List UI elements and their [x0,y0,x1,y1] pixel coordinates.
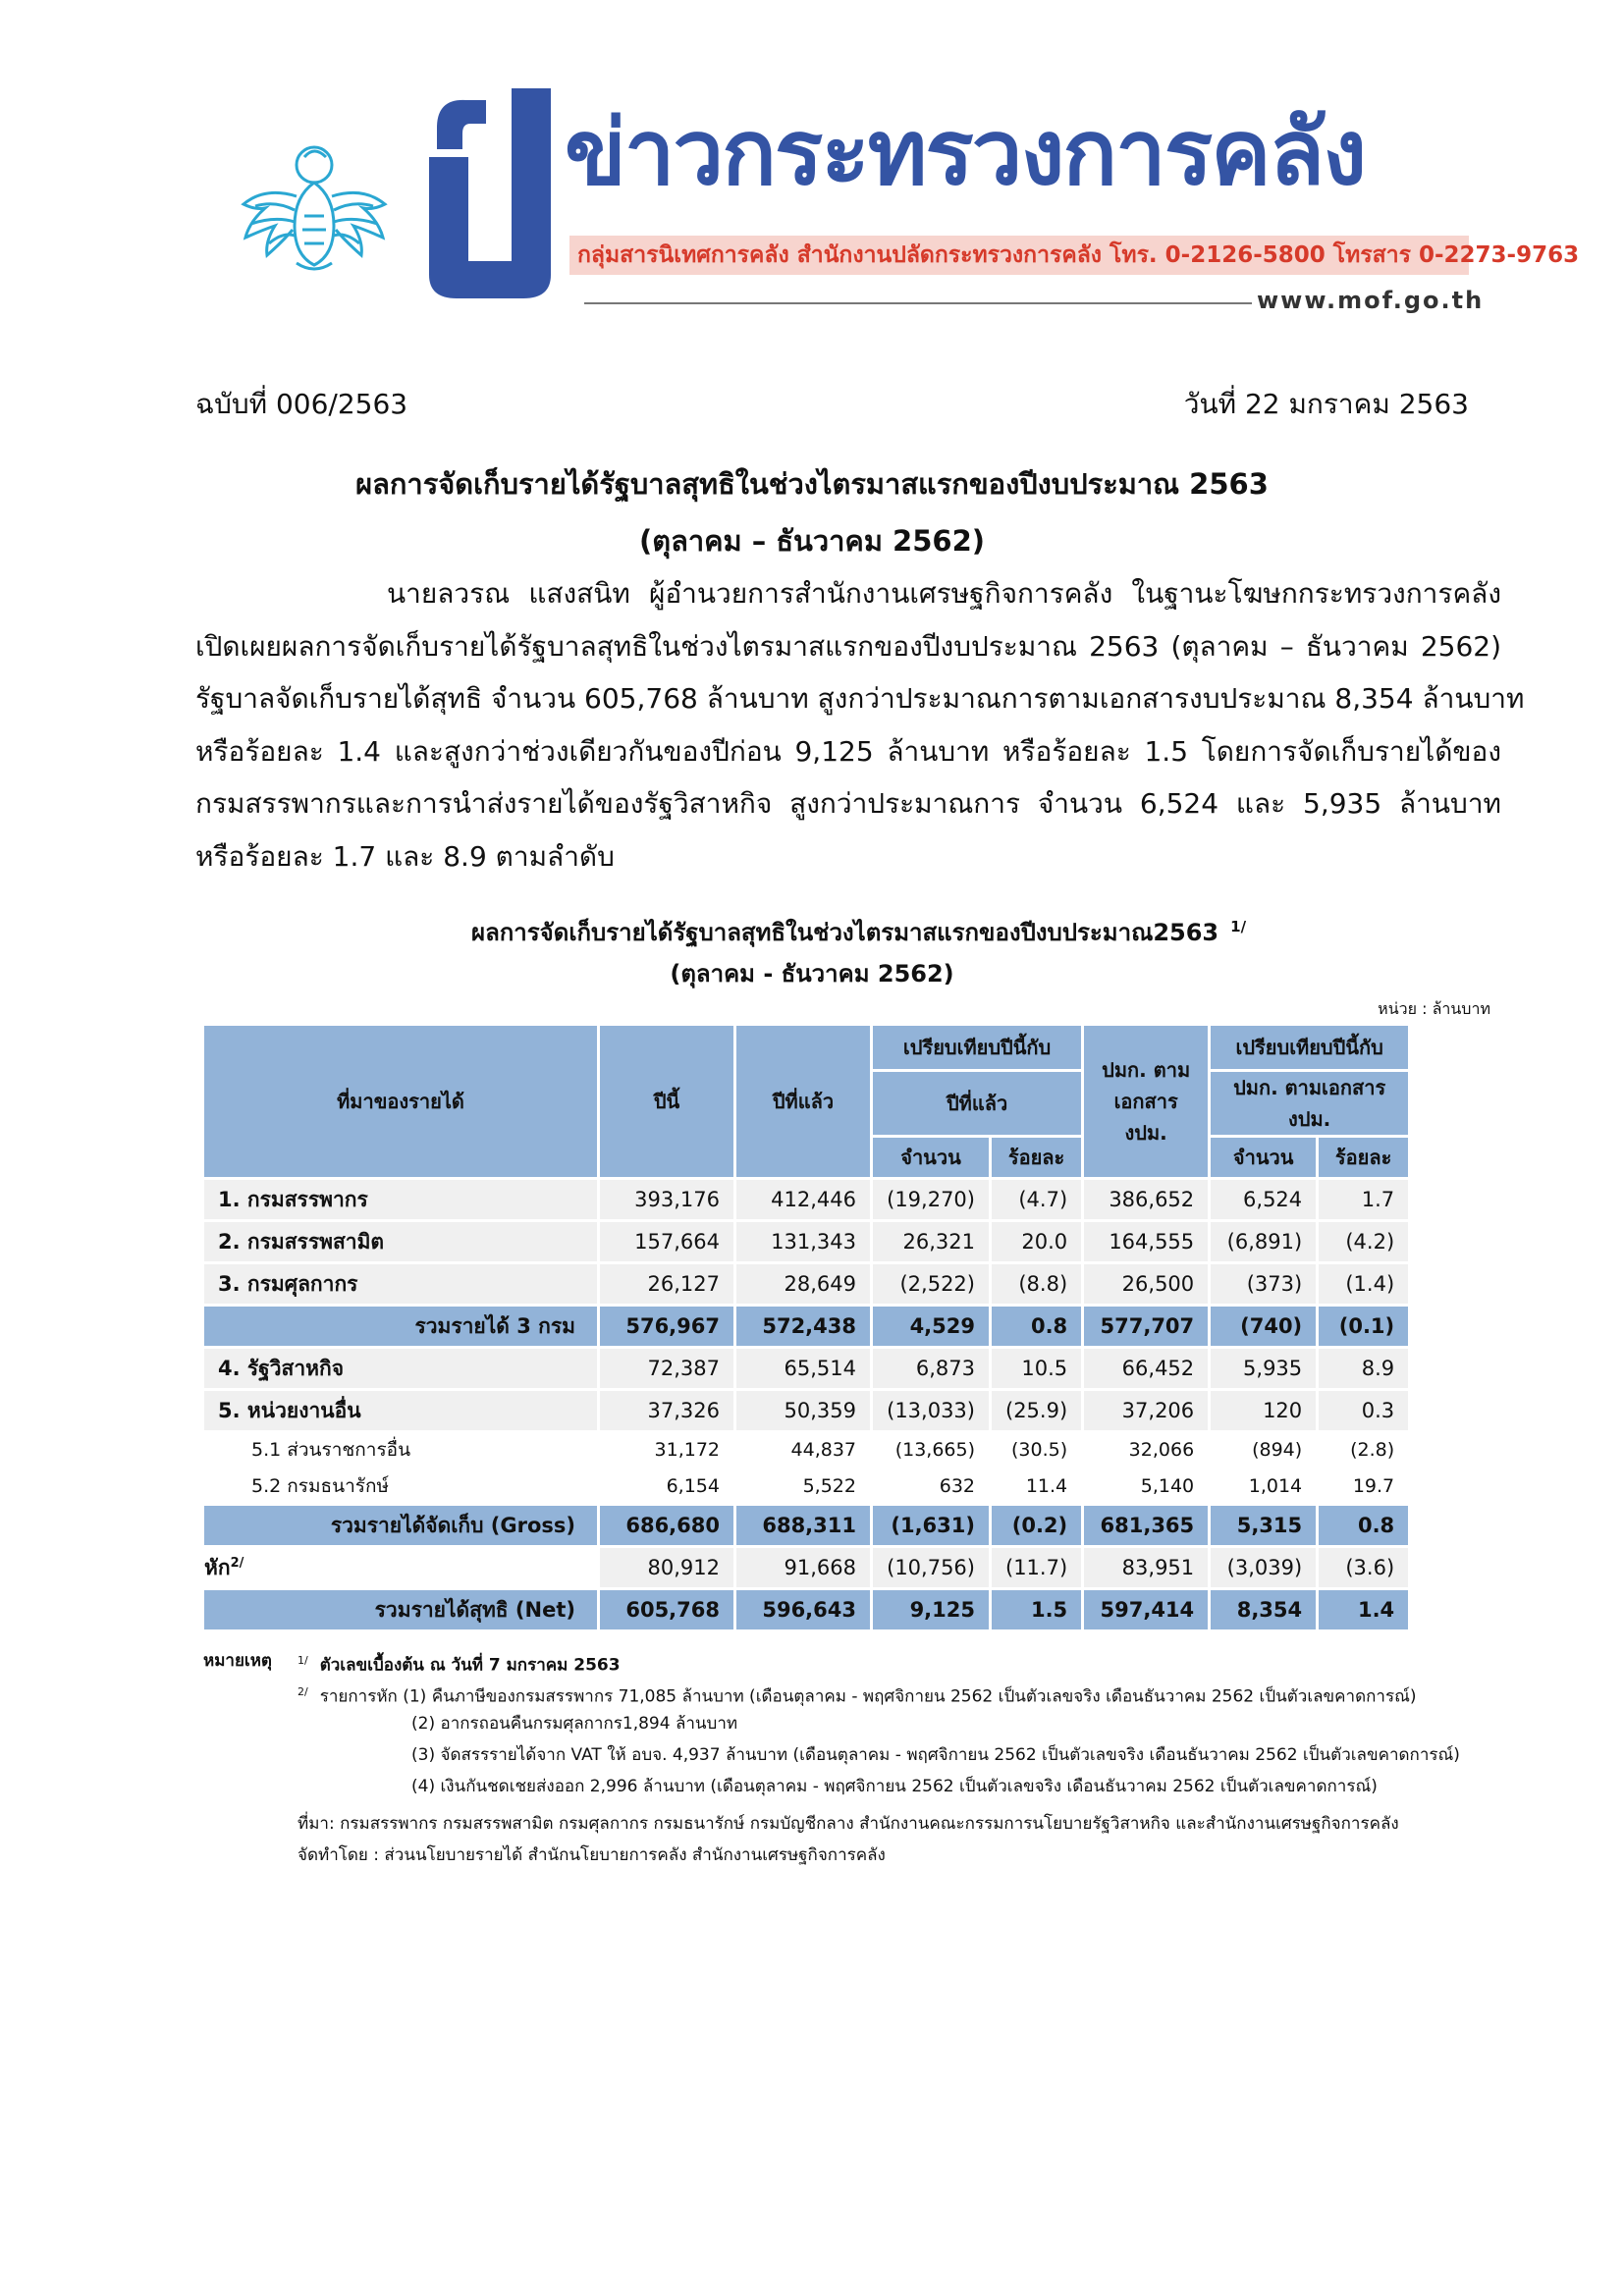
row-label: รวมรายได้จัดเก็บ (Gross) [204,1506,597,1545]
table-title [471,913,1246,951]
source-note: ที่มา: กรมสรรพากร กรมสรรพสามิต กรมศุลกากร กรมธนารักษ์ กรมบัญชีกลาง สำนักงานคณะกรรมการนโยบายรัฐวิสาหกิจ และสำนักงานเศรษฐกิจการคลัง [298,1814,1399,1834]
table-title-footnote: 1/ [1230,918,1247,935]
cell-est-diff-amount: 5,315 [1211,1506,1316,1545]
note-1-text: ตัวเลขเบื้องต้น ณ วันที่ 7 มกราคม 2563 [319,1655,621,1676]
header-compare-last-year-line2: ปีที่แล้ว [873,1072,1081,1135]
cell-last-year: 28,649 [736,1264,870,1304]
doc-title: ผลการจัดเก็บรายได้รัฐบาลสุทธิในช่วงไตรมาสแรกของปีงบประมาณ 2563 [355,467,1269,501]
body-paragraph [195,567,1525,882]
header-amount: จำนวน [1211,1138,1316,1177]
header-estimate-line2: เอกสาร งปม. [1113,1090,1178,1145]
masthead-title: ข่าวกระทรวงการคลัง [565,100,1366,205]
cell-est-diff-percent: (1.4) [1319,1264,1408,1304]
header-compare-estimate [1211,1026,1408,1069]
cell-est-diff-amount: (6,891) [1211,1222,1316,1261]
row-label: 5. หน่วยงานอื่น [204,1391,597,1430]
table-row [204,1180,1408,1219]
cell-diff-percent: (4.7) [992,1180,1081,1219]
row-label: 3. กรมศุลกากร [204,1264,597,1304]
cell-estimate: 32,066 [1084,1433,1208,1467]
table-deduction-row [204,1548,1408,1587]
cell-diff-amount: 6,873 [873,1349,989,1388]
masthead [236,88,1580,314]
note-2-item-2: (2) อากรถอนคืนกรมศุลกากร1,894 ล้านบาท [411,1714,738,1734]
cell-last-year: 412,446 [736,1180,870,1219]
cell-this-year: 26,127 [600,1264,733,1304]
cell-est-diff-percent: 0.3 [1319,1391,1408,1430]
cell-est-diff-percent: 1.7 [1319,1180,1408,1219]
table-total-row [204,1506,1408,1545]
cell-est-diff-percent: (3.6) [1319,1548,1408,1587]
doc-subtitle: (ตุลาคม – ธันวาคม 2562) [638,524,986,558]
row-label: รวมรายได้สุทธิ (Net) [204,1590,597,1629]
cell-est-diff-amount: 120 [1211,1391,1316,1430]
paragraph-line: หรือร้อยละ 1.7 และ 8.9 ตามลำดับ [195,839,615,873]
cell-estimate: 386,652 [1084,1180,1208,1219]
paragraph-line: กรมสรรพากรและการนำส่งรายได้ของรัฐวิสาหกิจ สูงกว่าประมาณการ จำนวน 6,524 และ 5,935 ล้านบาท [195,787,1501,820]
masthead-big-letter-icon [427,88,553,302]
table-title-text: ผลการจัดเก็บรายได้รัฐบาลสุทธิในช่วงไตรมาสแรกของปีงบประมาณ2563 [471,919,1219,946]
header-last-year: ปีที่แล้ว [736,1026,870,1177]
cell-last-year: 5,522 [736,1469,870,1503]
cell-last-year: 44,837 [736,1433,870,1467]
masthead-url: www.mof.go.th [1257,287,1485,314]
prepared-by-note: จัดทำโดย : ส่วนนโยบายรายได้ สำนักนโยบายการคลัง สำนักงานเศรษฐกิจการคลัง [298,1845,886,1865]
cell-estimate: 5,140 [1084,1469,1208,1503]
header-compare-last-year-line1: เปรียบเทียบปีนี้กับ [902,1036,1052,1059]
cell-this-year: 576,967 [600,1307,733,1346]
header-percent: ร้อยละ [992,1138,1081,1177]
table-subrow [204,1469,1408,1503]
cell-this-year: 31,172 [600,1433,733,1467]
table-total-row [204,1307,1408,1346]
cell-this-year: 72,387 [600,1349,733,1388]
cell-diff-percent: (11.7) [992,1548,1081,1587]
cell-diff-amount: (10,756) [873,1548,989,1587]
cell-this-year: 605,768 [600,1590,733,1629]
cell-est-diff-percent: (2.8) [1319,1433,1408,1467]
cell-diff-percent: (30.5) [992,1433,1081,1467]
cell-diff-amount: (1,631) [873,1506,989,1545]
cell-this-year: 393,176 [600,1180,733,1219]
row-label: 5.1 ส่วนราชการอื่น [204,1433,597,1467]
paragraph-line: เปิดเผยผลการจัดเก็บรายได้รัฐบาลสุทธิในช่วงไตรมาสแรกของปีงบประมาณ 2563 (ตุลาคม – ธันวาคม 2562) [195,629,1501,663]
cell-this-year: 6,154 [600,1469,733,1503]
cell-est-diff-amount: (894) [1211,1433,1316,1467]
cell-estimate: 66,452 [1084,1349,1208,1388]
row-label [204,1548,597,1587]
issue-date: วันที่ 22 มกราคม 2563 [1183,388,1469,420]
cell-last-year: 688,311 [736,1506,870,1545]
cell-this-year: 80,912 [600,1548,733,1587]
cell-est-diff-amount: 6,524 [1211,1180,1316,1219]
table-row [204,1391,1408,1430]
cell-last-year: 91,668 [736,1548,870,1587]
cell-diff-percent: 11.4 [992,1469,1081,1503]
paragraph-line: นายลวรณ แสงสนิท ผู้อำนวยการสำนักงานเศรษฐกิจการคลัง ในฐานะโฆษกกระทรวงการคลัง [387,577,1501,610]
header-percent: ร้อยละ [1319,1138,1408,1177]
cell-diff-amount: (2,522) [873,1264,989,1304]
cell-estimate: 164,555 [1084,1222,1208,1261]
masthead-divider [584,302,1252,304]
cell-diff-percent: (8.8) [992,1264,1081,1304]
header-compare-estimate-line2: ปมก. ตามเอกสาร งปม. [1211,1072,1408,1135]
cell-estimate: 597,414 [1084,1590,1208,1629]
paragraph-line: หรือร้อยละ 1.4 และสูงกว่าช่วงเดียวกันของปีก่อน 9,125 ล้านบาท หรือร้อยละ 1.5 โดยการจัดเก็บรายได้ของ [195,734,1501,768]
table-subrow [204,1433,1408,1467]
header-source: ที่มาของรายได้ [204,1026,597,1177]
cell-est-diff-amount: (740) [1211,1307,1316,1346]
table-row [204,1264,1408,1304]
cell-est-diff-percent: 8.9 [1319,1349,1408,1388]
cell-estimate: 83,951 [1084,1548,1208,1587]
deduction-footnote: 2/ [230,1555,244,1571]
cell-est-diff-amount: 1,014 [1211,1469,1316,1503]
cell-est-diff-percent: 19.7 [1319,1469,1408,1503]
table-unit: หน่วย : ล้านบาท [1378,999,1490,1018]
cell-diff-amount: (13,665) [873,1433,989,1467]
cell-diff-amount: 26,321 [873,1222,989,1261]
row-label: 5.2 กรมธนารักษ์ [204,1469,597,1503]
header-estimate-line1: ปมก. ตาม [1102,1058,1191,1082]
cell-diff-amount: 9,125 [873,1590,989,1629]
table-subtitle: (ตุลาคม - ธันวาคม 2562) [670,960,954,988]
cell-diff-percent: 20.0 [992,1222,1081,1261]
cell-this-year: 686,680 [600,1506,733,1545]
cell-diff-percent: 1.5 [992,1590,1081,1629]
cell-last-year: 572,438 [736,1307,870,1346]
cell-est-diff-amount: 8,354 [1211,1590,1316,1629]
cell-est-diff-percent: (4.2) [1319,1222,1408,1261]
note-2-item-4: (4) เงินกันชดเชยส่งออก 2,996 ล้านบาท (เดือนตุลาคม - พฤศจิกายน 2562 เป็นตัวเลขจริง เดือนธันวาคม 2562 เป็นตัวเลขคาดการณ์) [411,1777,1378,1796]
cell-est-diff-percent: 0.8 [1319,1506,1408,1545]
cell-est-diff-percent: 1.4 [1319,1590,1408,1629]
cell-this-year: 157,664 [600,1222,733,1261]
header-estimate [1084,1026,1208,1177]
cell-last-year: 596,643 [736,1590,870,1629]
note-1-mark: 1/ [298,1654,308,1667]
cell-diff-percent: (25.9) [992,1391,1081,1430]
cell-diff-percent: 10.5 [992,1349,1081,1388]
cell-this-year: 37,326 [600,1391,733,1430]
header-amount: จำนวน [873,1138,989,1177]
note-2-item-3: (3) จัดสรรรายได้จาก VAT ให้ อบจ. 4,937 ล้านบาท (เดือนตุลาคม - พฤศจิกายน 2562 เป็นตัวเลขจริง เดือนธันวาคม 2562 เป็นตัวเลขคาดการณ์) [411,1745,1460,1765]
cell-last-year: 50,359 [736,1391,870,1430]
header-compare-last-year [873,1026,1081,1069]
cell-diff-amount: (13,033) [873,1391,989,1430]
deduction-label: หัก [204,1555,231,1579]
cell-diff-percent: (0.2) [992,1506,1081,1545]
table-row [204,1349,1408,1388]
garuda-emblem-icon [236,128,393,275]
header-this-year: ปีนี้ [600,1026,733,1177]
header-compare-estimate-line1: เปรียบเทียบปีนี้กับ [1235,1036,1383,1059]
cell-diff-percent: 0.8 [992,1307,1081,1346]
table-row [204,1222,1408,1261]
paragraph-line: รัฐบาลจัดเก็บรายได้สุทธิ จำนวน 605,768 ล้านบาท สูงกว่าประมาณการตามเอกสารงบประมาณ 8,354 ล้านบาท [195,682,1525,715]
cell-est-diff-amount: (3,039) [1211,1548,1316,1587]
cell-est-diff-percent: (0.1) [1319,1307,1408,1346]
revenue-table [201,1023,1411,1632]
cell-diff-amount: (19,270) [873,1180,989,1219]
cell-est-diff-amount: 5,935 [1211,1349,1316,1388]
row-label: 1. กรมสรรพากร [204,1180,597,1219]
issue-number: ฉบับที่ 006/2563 [195,388,408,420]
row-label: 4. รัฐวิสาหกิจ [204,1349,597,1388]
cell-est-diff-amount: (373) [1211,1264,1316,1304]
row-label: 2. กรมสรรพสามิต [204,1222,597,1261]
cell-estimate: 681,365 [1084,1506,1208,1545]
cell-diff-amount: 4,529 [873,1307,989,1346]
cell-diff-amount: 632 [873,1469,989,1503]
cell-estimate: 26,500 [1084,1264,1208,1304]
cell-estimate: 37,206 [1084,1391,1208,1430]
row-label: รวมรายได้ 3 กรม [204,1307,597,1346]
note-2-mark: 2/ [298,1685,308,1698]
cell-last-year: 131,343 [736,1222,870,1261]
table-total-row [204,1590,1408,1629]
notes-label: หมายเหตุ [203,1651,272,1671]
masthead-subtitle: กลุ่มสารนิเทศการคลัง สำนักงานปลัดกระทรวงการคลัง โทร. 0-2126-5800 โทรสาร 0-2273-9763 [569,236,1469,275]
cell-estimate: 577,707 [1084,1307,1208,1346]
note-2-text: รายการหัก (1) คืนภาษีของกรมสรรพากร 71,085 ล้านบาท (เดือนตุลาคม - พฤศจิกายน 2562 เป็นตัวเลขจริง เดือนธันวาคม 2562 เป็นตัวเลขคาดการณ์) [319,1686,1417,1707]
cell-last-year: 65,514 [736,1349,870,1388]
